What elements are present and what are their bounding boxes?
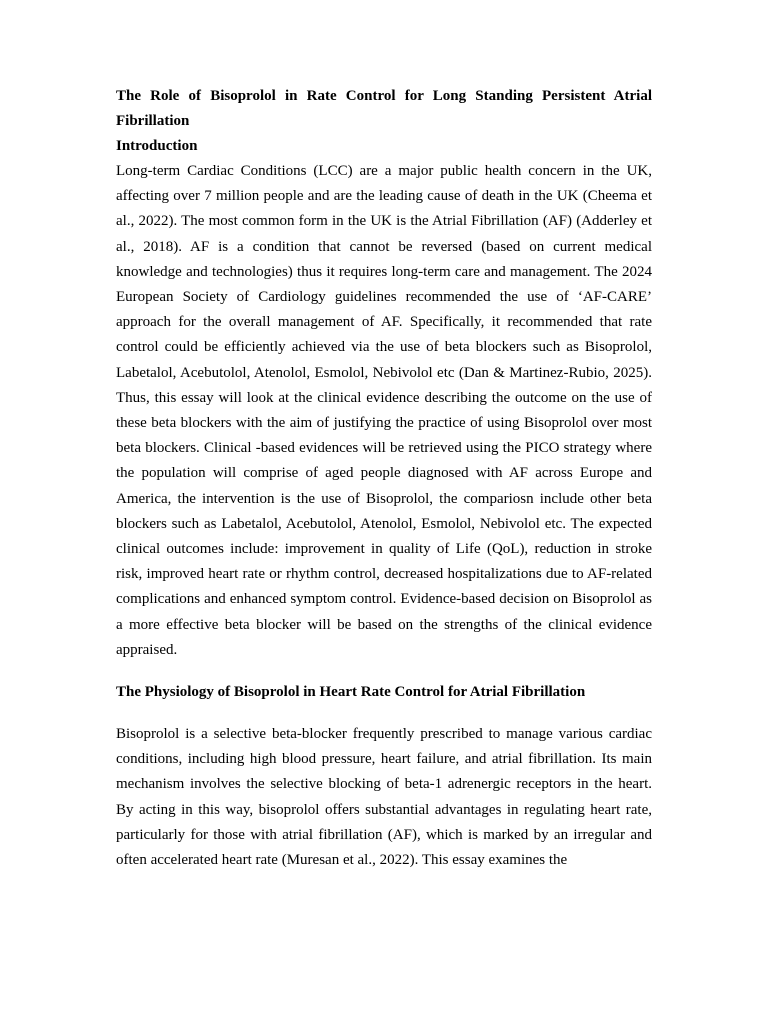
introduction-paragraph: Long-term Cardiac Conditions (LCC) are a major public health concern in the UK, affecting over 7 million people and are the leading cause of death in the UK (Cheema et al., 2022). The most common form in the UK is the Atrial Fibrillation (AF) (Adderley et al., 2018). AF is a condition that cannot be reversed (based on current medical knowledge and technologies) thus it requires long-term care and management. The 2024 European Society of Cardiology guidelines recommended the use of ‘AF-CARE’ approach for the overall management of AF. Specifically, it recommended that rate control could be efficiently achieved via the use of beta blockers such as Bisoprolol, Labetalol, Acebutolol, Atenolol, Esmolol, Nebivolol etc (Dan & Martinez-Rubio, 2025). Thus, this essay will look at the clinical evidence describing the outcome on the use of these beta blockers with the aim of justifying the practice of using Bisoprolol over most beta blockers. Clinical -based evidences will be retrieved using the PICO strategy where the population will comprise of aged people diagnosed with AF across Europe and America, the intervention is the use of Bisoprolol, the compariosn include other beta blockers such as Labetalol, Acebutolol, Atenolol, Esmolol, Nebivolol etc. The expected clinical outcomes include: improvement in quality of Life (QoL), reduction in stroke risk, improved heart rate or rhythm control, decreased hospitalizations due to AF-related complications and enhanced symptom control. Evidence-based decision on Bisoprolol as a more effective beta blocker will be based on the strengths of the clinical evidence appraised. — [116, 163, 652, 658]
physiology-heading: The Physiology of Bisoprolol in Heart Rate Control for Atrial Fibrillation — [116, 684, 586, 701]
introduction-heading: Introduction — [116, 138, 198, 154]
document-title: The Role of Bisoprolol in Rate Control for Long Standing Persistent Atrial Fibrillation — [116, 88, 652, 129]
document-page — [116, 84, 652, 873]
physiology-paragraph: Bisoprolol is a selective beta-blocker frequently prescribed to manage various cardiac conditions, including high blood pressure, heart failure, and atrial fibrillation. Its main mechanism involves the selective blocking of beta-1 adrenergic receptors in the heart. By acting in this way, bisoprolol offers substantial advantages in regulating heart rate, particularly for those with atrial fibrillation (AF), which is marked by an irregular and often accelerated heart rate (Muresan et al., 2022). This essay examines the — [116, 726, 652, 869]
